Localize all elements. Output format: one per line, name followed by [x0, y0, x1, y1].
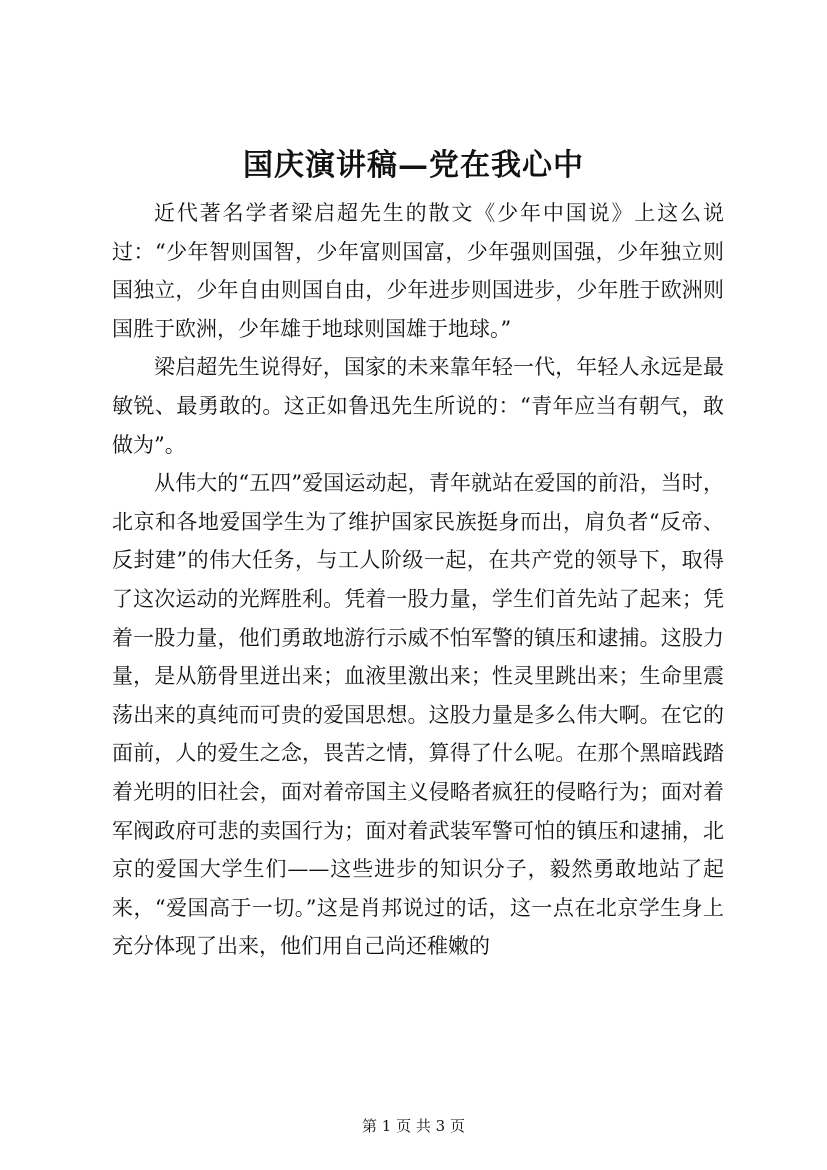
paragraph-1: 近代著名学者梁启超先生的散文《少年中国说》上这么说过：“少年智则国智，少年富则国富，少年强则国强，少年独立则国独立，少年自由则国自由，少年进步则国进步，少年胜于欧洲则国胜于欧洲，少年雄于地球则国雄于地球。” [112, 201, 724, 341]
document-body [112, 194, 724, 966]
page-indicator: 第 1 页 共 3 页 [362, 1117, 465, 1135]
document-title: 国庆演讲稿—党在我心中 [243, 148, 584, 183]
paragraph-2: 梁启超先生说得好，国家的未来靠年轻一代，年轻人永远是最敏锐、最勇敢的。这正如鲁迅先生所说的：“青年应当有朝气，敢做为”。 [112, 355, 724, 457]
paragraph-3: 从伟大的“五四”爱国运动起，青年就站在爱国的前沿，当时，北京和各地爱国学生为了维护国家民族挺身而出，肩负者“反帝、反封建”的伟大任务，与工人阶级一起，在共产党的领导下，取得了这次运动的光辉胜利。凭着一股力量，学生们首先站了起来；凭着一股力量，他们勇敢地游行示威不怕军警的镇压和逮捕。这股力量，是从筋骨里迸出来；血液里激出来；性灵里跳出来；生命里震荡出来的真纯而可贵的爱国思想。这股力量是多么伟大啊。在它的面前，人的爱生之念，畏苦之情，算得了什么呢。在那个黑暗践踏着光明的旧社会，面对着帝国主义侵略者疯狂的侵略行为；面对着军阀政府可悲的卖国行为；面对着武装军警可怕的镇压和逮捕，北京的爱国大学生们——这些进步的知识分子，毅然勇敢地站了起来，“爱国高于一切。”这是肖邦说过的话，这一点在北京学生身上充分体现了出来，他们用自己尚还稚嫩的 [112, 471, 724, 959]
